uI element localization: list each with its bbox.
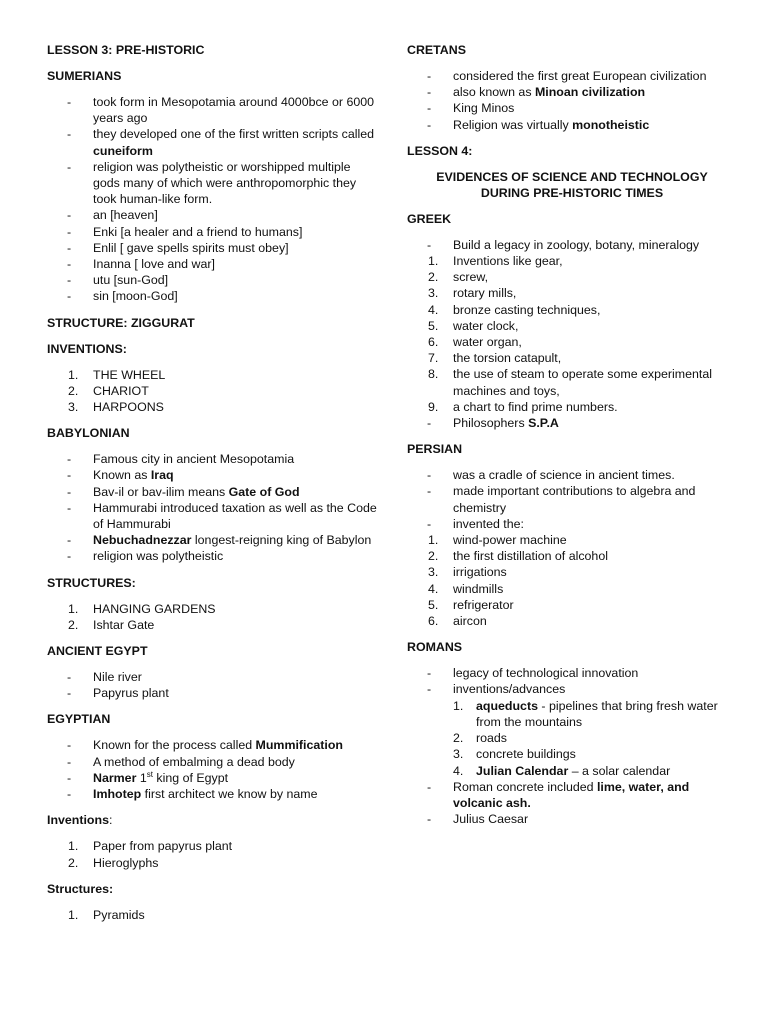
item-text: A method of embalming a dead body — [93, 754, 295, 769]
list-item — [47, 838, 377, 854]
lesson4-subtitle: EVIDENCES OF SCIENCE AND TECHNOLOGY DURING PRE-HISTORIC TIMES — [436, 169, 708, 200]
item-text: the first distillation of alcohol — [453, 549, 608, 564]
item-text: refrigerator — [453, 597, 514, 612]
list-item — [407, 597, 727, 613]
item-text: Known as — [93, 468, 151, 483]
item-text: aircon — [453, 614, 487, 629]
list-item — [47, 94, 377, 126]
item-text: water organ, — [453, 335, 522, 350]
list-dash: - — [427, 101, 432, 116]
item-text: bronze casting techniques, — [453, 302, 601, 317]
item-text: sin [moon-God] — [93, 289, 178, 304]
bold-text: Iraq — [150, 468, 174, 483]
bold-text: Minoan civilization — [534, 85, 646, 100]
list-item — [47, 240, 377, 256]
list-dash: - — [67, 670, 72, 685]
item-text: they developed one of the first written scripts called — [93, 127, 375, 142]
egypt-inventions-heading — [47, 812, 377, 828]
list-item — [47, 548, 377, 564]
item-text: made important contributions to algebra and chemistry — [453, 484, 696, 515]
list-dash: - — [67, 468, 72, 483]
item-text: wind-power machine — [453, 533, 567, 548]
item-text: took form in Mesopotamia around 4000bce or 6000 years ago — [93, 95, 375, 126]
list-item — [407, 350, 727, 366]
item-text: also known as — [453, 85, 535, 100]
list-number: 2. — [68, 855, 79, 870]
egyptian-list — [47, 737, 377, 802]
item-text: Inventions like gear, — [453, 254, 563, 269]
item-text: king of Egypt — [152, 770, 229, 785]
item-text: Religion was virtually — [453, 117, 573, 132]
lesson4-title: LESSON 4: — [407, 143, 473, 158]
list-dash: - — [67, 257, 72, 272]
item-text: a chart to find prime numbers. — [453, 399, 618, 414]
list-dash: - — [427, 416, 432, 431]
list-dash: - — [67, 754, 72, 769]
romans-inventions-list — [407, 698, 727, 779]
item-text: Inanna [ love and war] — [93, 257, 215, 272]
item-text: HANGING GARDENS — [93, 601, 216, 616]
ancient-egypt-list — [47, 669, 377, 701]
list-number: 2. — [428, 270, 439, 285]
list-item — [47, 685, 377, 701]
item-text: windmills — [453, 581, 504, 596]
egyptian-heading: EGYPTIAN — [47, 712, 111, 727]
list-item — [47, 500, 377, 532]
list-item — [47, 451, 377, 467]
list-dash: - — [67, 95, 72, 109]
item-text: Enlil [ gave spells spirits must obey] — [93, 240, 289, 255]
list-number: 2. — [68, 617, 79, 632]
list-dash: - — [427, 682, 432, 697]
list-dash: - — [67, 787, 72, 802]
item-text: invented the: — [453, 516, 524, 531]
list-number: 2. — [428, 549, 439, 564]
egypt-inventions-heading-text: Inventions — [47, 813, 109, 828]
list-item — [47, 224, 377, 240]
greek-lead-list — [407, 237, 727, 253]
item-text: Enki [a healer and a friend to humans] — [93, 224, 303, 239]
item-text: Hieroglyphs — [93, 855, 159, 870]
list-number: 5. — [428, 318, 439, 333]
item-text: utu [sun-God] — [93, 273, 169, 288]
list-item — [407, 779, 727, 811]
list-dash: - — [427, 666, 432, 681]
list-item — [47, 855, 377, 871]
structure-heading: STRUCTURE: ZIGGURAT — [47, 315, 195, 330]
list-dash: - — [427, 779, 432, 794]
list-item — [407, 467, 727, 483]
list-number: 3. — [68, 400, 79, 415]
item-text: Nile river — [93, 670, 142, 685]
list-item — [407, 564, 727, 580]
item-text: the use of steam to operate some experimental machines and toys, — [453, 367, 712, 398]
list-number: 3. — [453, 747, 464, 762]
list-item — [407, 811, 727, 827]
egypt-structures-list — [47, 907, 377, 923]
list-dash: - — [67, 686, 72, 701]
structures-heading: STRUCTURES: — [47, 575, 136, 590]
persian-lead-list — [407, 467, 727, 532]
list-dash: - — [427, 117, 432, 132]
bold-text: Gate of God — [228, 484, 300, 499]
list-item — [47, 288, 377, 304]
list-item — [407, 237, 727, 253]
list-item — [407, 68, 727, 84]
item-text: an [heaven] — [93, 208, 158, 223]
list-number: 1. — [68, 367, 79, 382]
list-number: 8. — [428, 367, 439, 382]
greek-inventions-list — [407, 253, 727, 415]
list-item — [407, 730, 727, 746]
bold-text: Narmer — [93, 770, 137, 785]
item-text: legacy of technological innovation — [453, 666, 639, 681]
structures-list — [47, 601, 377, 633]
list-item — [47, 907, 377, 923]
list-item — [47, 754, 377, 770]
list-item — [407, 698, 727, 730]
bold-text: aqueducts — [476, 698, 538, 713]
romans-list — [407, 665, 727, 827]
list-number: 6. — [428, 335, 439, 350]
list-dash: - — [427, 468, 432, 483]
list-item — [407, 681, 727, 697]
lesson3-title: LESSON 3: PRE-HISTORIC — [47, 43, 205, 57]
item-text: religion was polytheistic or worshipped multiple gods many of which were anthropomorphic they took human-like form. — [93, 159, 357, 207]
item-text: Bav-il or bav-ilim means — [93, 484, 229, 499]
egypt-structures-heading: Structures: — [47, 881, 114, 896]
list-number: 1. — [428, 533, 439, 548]
persian-heading: PERSIAN — [407, 442, 463, 457]
egypt-inventions-colon: : — [108, 813, 113, 828]
list-item — [407, 415, 727, 431]
inventions-list — [47, 367, 377, 416]
list-item — [47, 484, 377, 500]
bold-text: S.P.A — [528, 416, 559, 431]
list-dash: - — [67, 159, 72, 174]
list-item — [47, 669, 377, 685]
item-text: Famous city in ancient Mesopotamia — [93, 452, 295, 467]
list-dash: - — [67, 500, 72, 515]
romans-sub-wrapper — [407, 698, 727, 779]
list-number: 4. — [428, 302, 439, 317]
list-number: 1. — [453, 698, 464, 713]
list-item — [407, 84, 727, 100]
item-text: roads — [476, 731, 507, 746]
list-item — [407, 334, 727, 350]
list-number: 2. — [68, 383, 79, 398]
list-dash: - — [427, 85, 432, 100]
persian-inventions-list — [407, 532, 727, 629]
babylonian-heading: BABYLONIAN — [47, 426, 130, 441]
item-text: THE WHEEL — [93, 367, 166, 382]
bold-text: st — [146, 769, 153, 779]
list-item — [407, 117, 727, 133]
ancient-egypt-heading: ANCIENT EGYPT — [47, 644, 148, 659]
list-item — [407, 366, 727, 398]
list-dash: - — [67, 452, 72, 467]
list-item — [407, 399, 727, 415]
bold-text: cuneiform — [93, 143, 153, 158]
list-dash: - — [67, 770, 72, 785]
list-dash: - — [67, 289, 72, 304]
list-dash: - — [427, 484, 432, 499]
list-dash: - — [67, 208, 72, 223]
list-number: 7. — [428, 351, 439, 366]
list-item — [47, 737, 377, 753]
list-dash: - — [67, 549, 72, 564]
item-text: Ishtar Gate — [93, 617, 155, 632]
list-number: 2. — [453, 731, 464, 746]
list-item — [407, 318, 727, 334]
item-text: Philosophers — [453, 416, 529, 431]
list-dash: - — [427, 237, 432, 252]
list-item — [407, 613, 727, 629]
item-text: the torsion catapult, — [453, 351, 562, 366]
list-item — [47, 601, 377, 617]
left-column — [47, 42, 377, 923]
list-number: 4. — [453, 763, 464, 778]
item-text: longest-reigning king of Babylon — [191, 533, 372, 548]
item-text: HARPOONS — [93, 400, 164, 415]
babylonian-list — [47, 451, 377, 564]
bold-text: Mummification — [255, 738, 343, 753]
list-number: 3. — [428, 565, 439, 580]
list-item — [407, 483, 727, 515]
item-text: inventions/advances — [453, 682, 566, 697]
list-number: 1. — [68, 839, 79, 854]
list-item — [47, 383, 377, 399]
greek-philosophers-list — [407, 415, 727, 431]
list-item — [407, 581, 727, 597]
romans-heading: ROMANS — [407, 640, 463, 655]
item-text: Build a legacy in zoology, botany, mineralogy — [453, 237, 700, 252]
list-dash: - — [67, 224, 72, 239]
list-item — [47, 532, 377, 548]
list-item — [47, 272, 377, 288]
item-text: – a solar calendar — [568, 763, 671, 778]
item-text: CHARIOT — [93, 383, 149, 398]
cretans-list — [407, 68, 727, 133]
list-dash: - — [67, 484, 72, 499]
item-text: considered the first great European civilization — [453, 69, 707, 83]
item-text: 1 — [136, 770, 147, 785]
list-dash: - — [67, 533, 72, 548]
greek-heading: GREEK — [407, 211, 452, 226]
list-number: 5. — [428, 597, 439, 612]
item-text: Hammurabi introduced taxation as well as the Code of Hammurabi — [93, 500, 377, 532]
item-text: water clock, — [453, 318, 519, 333]
list-item — [407, 253, 727, 269]
item-text: Papyrus plant — [93, 686, 169, 701]
egypt-inventions-list — [47, 838, 377, 870]
list-item — [47, 207, 377, 223]
list-dash: - — [67, 738, 72, 753]
sumerians-list — [47, 94, 377, 305]
list-item — [407, 763, 727, 779]
right-column — [407, 42, 727, 827]
bold-text: Imhotep — [93, 787, 142, 802]
list-dash: - — [427, 69, 432, 83]
list-item — [47, 126, 377, 158]
bold-text: monotheistic — [572, 117, 650, 132]
list-item — [47, 159, 377, 208]
item-text: - pipelines that bring fresh water from the mountains — [476, 698, 718, 729]
item-text: Pyramids — [93, 907, 145, 922]
bold-text: Julian Calendar — [476, 763, 569, 778]
list-number: 1. — [68, 601, 79, 616]
list-dash: - — [67, 240, 72, 255]
list-item — [47, 786, 377, 802]
item-text: first architect we know by name — [141, 787, 318, 802]
list-number: 1. — [428, 254, 439, 269]
list-item — [47, 770, 377, 786]
item-text: Julius Caesar — [453, 812, 529, 827]
bold-text: lime, water, and volcanic ash. — [453, 779, 690, 810]
item-text: concrete buildings — [476, 747, 576, 762]
list-item — [407, 746, 727, 762]
list-item — [47, 617, 377, 633]
list-dash: - — [427, 812, 432, 827]
bold-text: Nebuchadnezzar — [93, 533, 192, 548]
list-item — [407, 516, 727, 532]
item-text: Roman concrete included — [453, 779, 597, 794]
list-item — [407, 269, 727, 285]
item-text: King Minos — [453, 101, 515, 116]
list-item — [47, 399, 377, 415]
list-dash: - — [67, 273, 72, 288]
item-text: religion was polytheistic — [93, 549, 224, 564]
list-item — [47, 367, 377, 383]
list-item — [407, 548, 727, 564]
list-number: 6. — [428, 614, 439, 629]
list-number: 9. — [428, 399, 439, 414]
list-item — [407, 532, 727, 548]
item-text: Paper from papyrus plant — [93, 839, 233, 854]
list-item — [407, 302, 727, 318]
item-text: was a cradle of science in ancient times. — [453, 468, 675, 483]
list-dash: - — [67, 127, 72, 142]
list-item — [407, 665, 727, 681]
item-text: irrigations — [453, 565, 507, 580]
list-item — [407, 100, 727, 116]
list-item — [47, 467, 377, 483]
list-number: 1. — [68, 907, 79, 922]
list-dash: - — [427, 516, 432, 531]
item-text: screw, — [453, 270, 489, 285]
inventions-heading: INVENTIONS: — [47, 341, 127, 356]
item-text: rotary mills, — [453, 286, 517, 301]
list-number: 4. — [428, 581, 439, 596]
item-text: Known for the process called — [93, 738, 256, 753]
sumerians-heading: SUMERIANS — [47, 69, 122, 83]
list-item — [407, 285, 727, 301]
list-number: 3. — [428, 286, 439, 301]
cretans-heading: CRETANS — [407, 43, 466, 57]
list-item — [47, 256, 377, 272]
